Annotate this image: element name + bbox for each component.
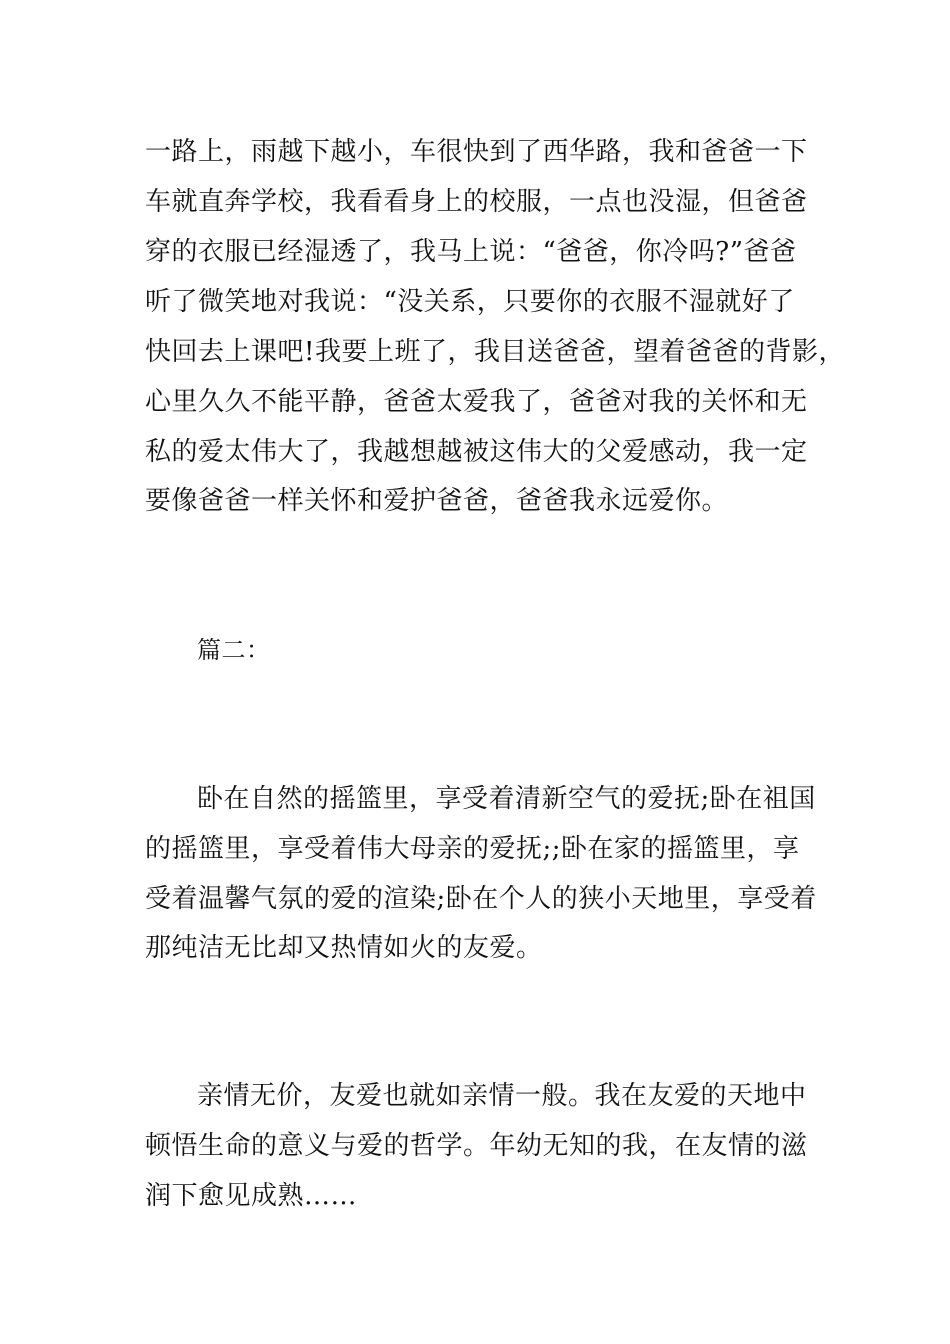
text-line: 亲情无价，友爱也就如亲情一般。我在友爱的天地中 <box>197 1081 807 1111</box>
text-line: 润下愈见成熟…… <box>145 1181 358 1211</box>
text-line: 要像爸爸一样关怀和爱护爸爸，爸爸我永远爱你。 <box>145 486 729 516</box>
text-line: 的摇篮里，享受着伟大母亲的爱抚;;卧在家的摇篮里，享 <box>145 834 800 864</box>
text-line: 听了微笑地对我说：“没关系，只要你的衣服不湿就好了 <box>145 287 795 317</box>
text-line: 车就直奔学校，我看看身上的校服，一点也没湿，但爸爸 <box>145 187 808 217</box>
text-line: 受着温馨气氛的爱的渲染;卧在个人的狭小天地里，享受着 <box>145 884 817 914</box>
text-line: 那纯洁无比却又热情如火的友爱。 <box>145 933 543 963</box>
text-line: 心里久久不能平静，爸爸太爱我了，爸爸对我的关怀和无 <box>145 387 808 417</box>
text-line: 卧在自然的摇篮里，享受着清新空气的爱抚;卧在祖国 <box>197 784 816 814</box>
section-heading: 篇二： <box>197 636 271 664</box>
text-line: 快回去上课吧!我要上班了，我目送爸爸，望着爸爸的背影， <box>145 337 845 367</box>
text-line: 顿悟生命的意义与爱的哲学。年幼无知的我，在友情的滋 <box>145 1131 808 1161</box>
text-line: 私的爱太伟大了，我越想越被这伟大的父爱感动，我一定 <box>145 437 808 467</box>
text-line: 一路上，雨越下越小，车很快到了西华路，我和爸爸一下 <box>145 137 808 167</box>
text-line: 穿的衣服已经湿透了，我马上说：“爸爸，你冷吗?”爸爸 <box>145 237 797 267</box>
